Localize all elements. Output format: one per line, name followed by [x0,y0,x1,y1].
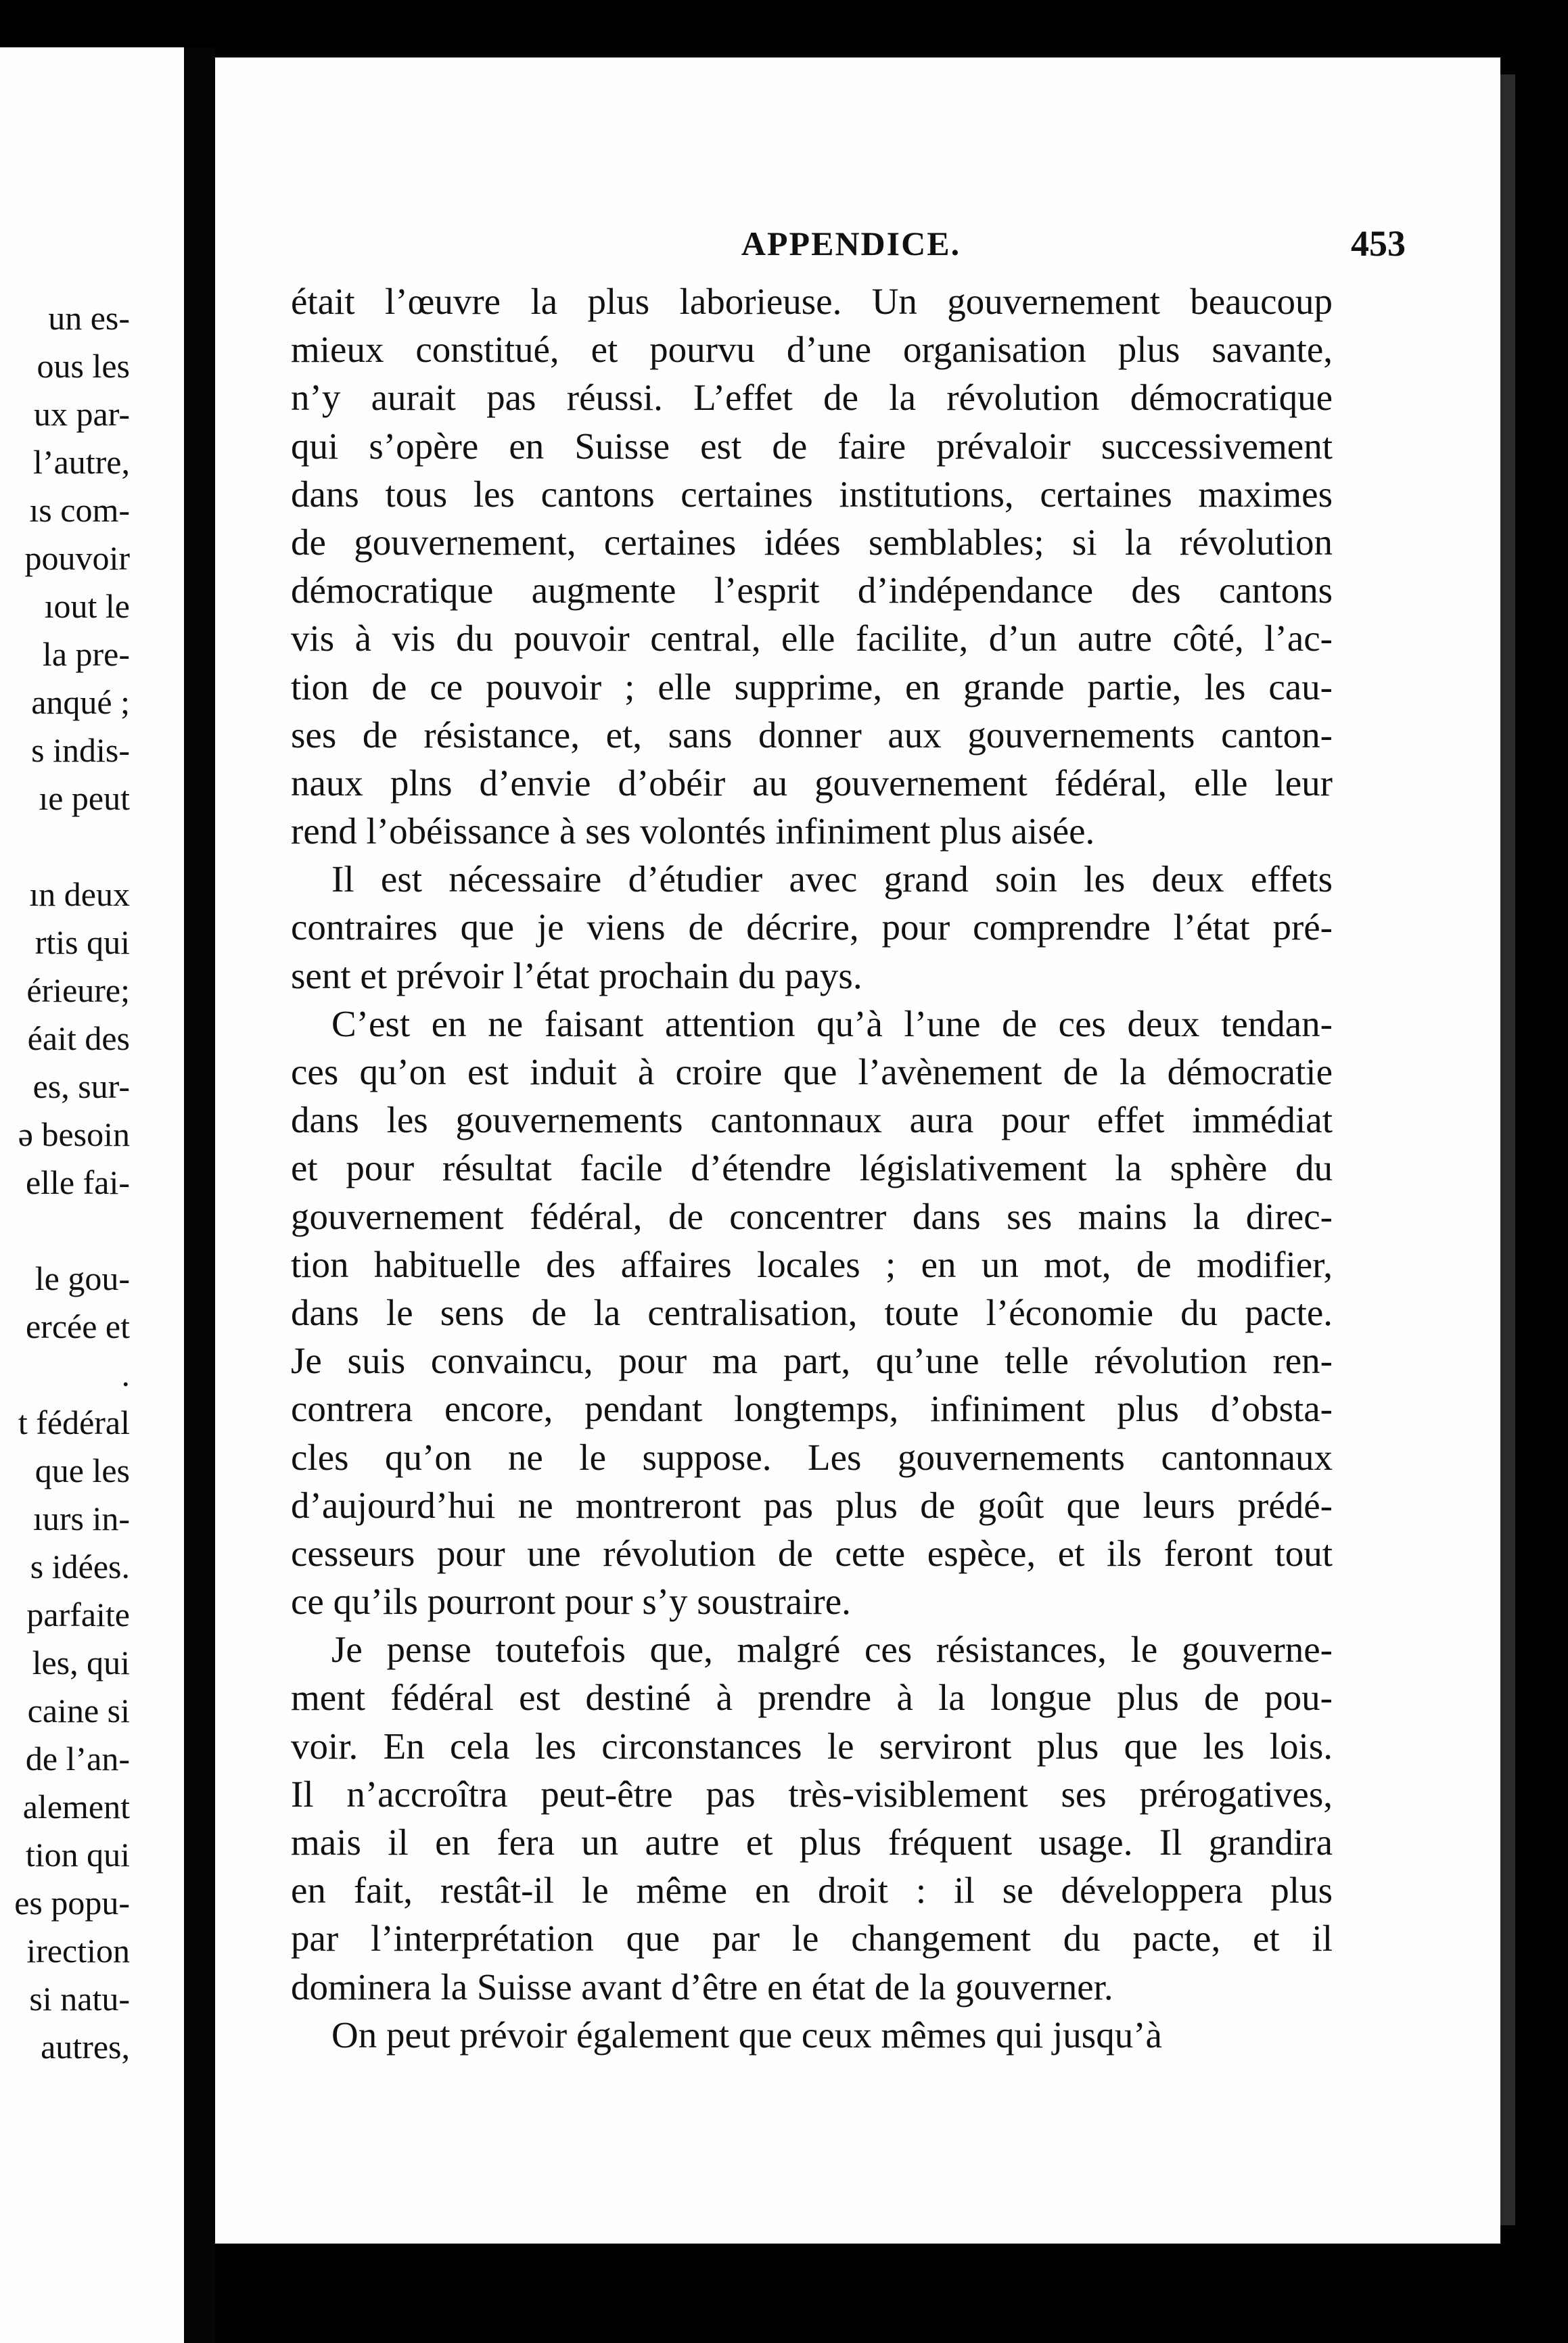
left-page-line: ercée et [25,1307,130,1345]
left-page-line: es, sur- [32,1067,130,1105]
text-line: ce qu’ils pourront pour s’y soustraire. [291,1581,851,1623]
text-line: Il est nécessaire d’étudier avec grand soin les deux effets [331,858,1333,900]
left-page-line: ıout le [44,587,130,625]
text-line: ment fédéral est destiné à prendre à la longue plus de pou- [291,1677,1333,1719]
left-page-line: t fédéral [18,1404,130,1441]
text-line: par l’interprétation que par le changement du pacte, et il [291,1918,1333,1959]
text-line: On peut prévoir également que ceux mêmes qui jusqu’à [331,2014,1162,2056]
left-page-line: si natu- [29,1980,130,2018]
left-page-line: irection [26,1932,130,1970]
left-page-line: elle fai- [25,1163,130,1201]
text-line: ces qu’on est induit à croire que l’avènement de la démocratie [291,1051,1333,1092]
body-text [291,277,1333,2059]
left-page-line: éait des [27,1019,130,1057]
text-line: dans tous les cantons certaines institutions, certaines maximes [291,473,1333,515]
text-line: cles qu’on ne le suppose. Les gouvernements cantonnaux [291,1436,1333,1478]
text-line: mais il en fera un autre et plus fréquent usage. Il grandira [291,1822,1333,1863]
left-page-line: un es- [48,299,130,337]
left-page-line: caine si [27,1692,130,1730]
left-page-line: l’autre, [33,443,130,481]
text-line: mieux constitué, et pourvu d’une organisation plus savante, [291,329,1333,371]
left-page-line: ux par- [34,395,130,433]
text-line: Il n’accroîtra peut-être pas très-visiblement ses prérogatives, [291,1773,1333,1815]
left-page-line [0,822,130,871]
text-line: contraires que je viens de décrire, pour comprendre l’état pré- [291,906,1333,948]
left-page-line: les, qui [32,1644,130,1681]
left-page-line: s idées. [30,1548,130,1585]
left-page-line: ıe peut [39,779,130,817]
right-page [215,57,1500,2244]
left-page-text [0,294,130,2071]
text-line: était l’œuvre la plus laborieuse. Un gouvernement beaucoup [291,281,1333,322]
text-line: ses de résistance, et, sans donner aux gouvernements canton- [291,714,1333,756]
text-line: en fait, restât-il le même en droit : il se développera plus [291,1870,1333,1911]
text-line: sent et prévoir l’état prochain du pays. [291,954,862,996]
left-page-line: ıurs in- [32,1500,130,1537]
text-line: cesseurs pour une révolution de cette espèce, et ils feront tout [291,1532,1333,1574]
running-title: APPENDICE. [741,225,961,262]
text-line: démocratique augmente l’esprit d’indépendance des cantons [291,570,1333,611]
left-page-line: de l’an- [25,1740,130,1778]
text-line: dans les gouvernements cantonnaux aura pour effet immédiat [291,1099,1333,1141]
text-line: tion de ce pouvoir ; elle supprime, en grande partie, les cau- [291,666,1333,707]
left-page-line: anqué ; [31,683,130,721]
text-line: de gouvernement, certaines idées semblables; si la révolution [291,521,1333,563]
text-line: gouvernement fédéral, de concentrer dans ses mains la direc- [291,1195,1333,1237]
left-page-line: rtis qui [34,923,130,961]
left-page-line: pouvoir [24,539,130,577]
left-page-line: autres, [41,2028,130,2066]
left-page-line: ous les [37,347,130,385]
page-number: 453 [1351,223,1406,264]
left-page-line: érieure; [26,971,130,1009]
text-line: et pour résultat facile d’étendre législativement la sphère du [291,1147,1333,1189]
left-page-line: ıs com- [29,491,130,529]
text-line: vis à vis du pouvoir central, elle facilite, d’un autre côté, l’ac- [291,618,1333,659]
text-line: dominera la Suisse avant d’être en état de la gouverner. [291,1966,1113,2008]
left-page [0,47,184,2343]
text-line: tion habituelle des affaires locales ; en un mot, de modifier, [291,1243,1333,1285]
left-page-line: s indis- [31,731,130,769]
text-line: voir. En cela les circonstances le serviront plus que les lois. [291,1725,1333,1767]
book-gutter [184,47,215,2343]
text-line: Je suis convaincu, pour ma part, qu’une telle révolution ren- [291,1340,1333,1382]
left-page-line [0,1207,130,1255]
text-line: n’y aurait pas réussi. L’effet de la révolution démocratique [291,377,1333,419]
text-line: contrera encore, pendant longtemps, infiniment plus d’obsta- [291,1388,1333,1430]
page-edge [1500,74,1515,2225]
left-page-line: alement [22,1788,130,1826]
left-page-line: le gou- [34,1259,130,1297]
left-page-line: . [121,1355,130,1393]
left-page-line: parfaite [26,1596,130,1633]
left-page-line: ə besoin [18,1115,130,1153]
text-line: d’aujourd’hui ne montreront pas plus de goût que leurs prédé- [291,1484,1333,1526]
left-page-line: que les [34,1452,130,1489]
left-page-line: ın deux [29,875,130,913]
left-page-line: la pre- [42,635,130,673]
left-page-line: tion qui [25,1836,130,1874]
text-line: C’est en ne faisant attention qu’à l’une de ces deux tendan- [331,1002,1333,1044]
text-line: rend l’obéissance à ses volontés infiniment plus aisée. [291,810,1095,852]
page-header [296,216,1406,271]
left-page-line: es popu- [14,1884,130,1922]
text-line: Je pense toutefois que, malgré ces résistances, le gouverne- [331,1629,1333,1671]
text-line: naux plns d’envie d’obéir au gouvernement fédéral, elle leur [291,762,1333,804]
text-line: qui s’opère en Suisse est de faire prévaloir successivement [291,425,1333,467]
text-line: dans le sens de la centralisation, toute l’économie du pacte. [291,1291,1333,1333]
